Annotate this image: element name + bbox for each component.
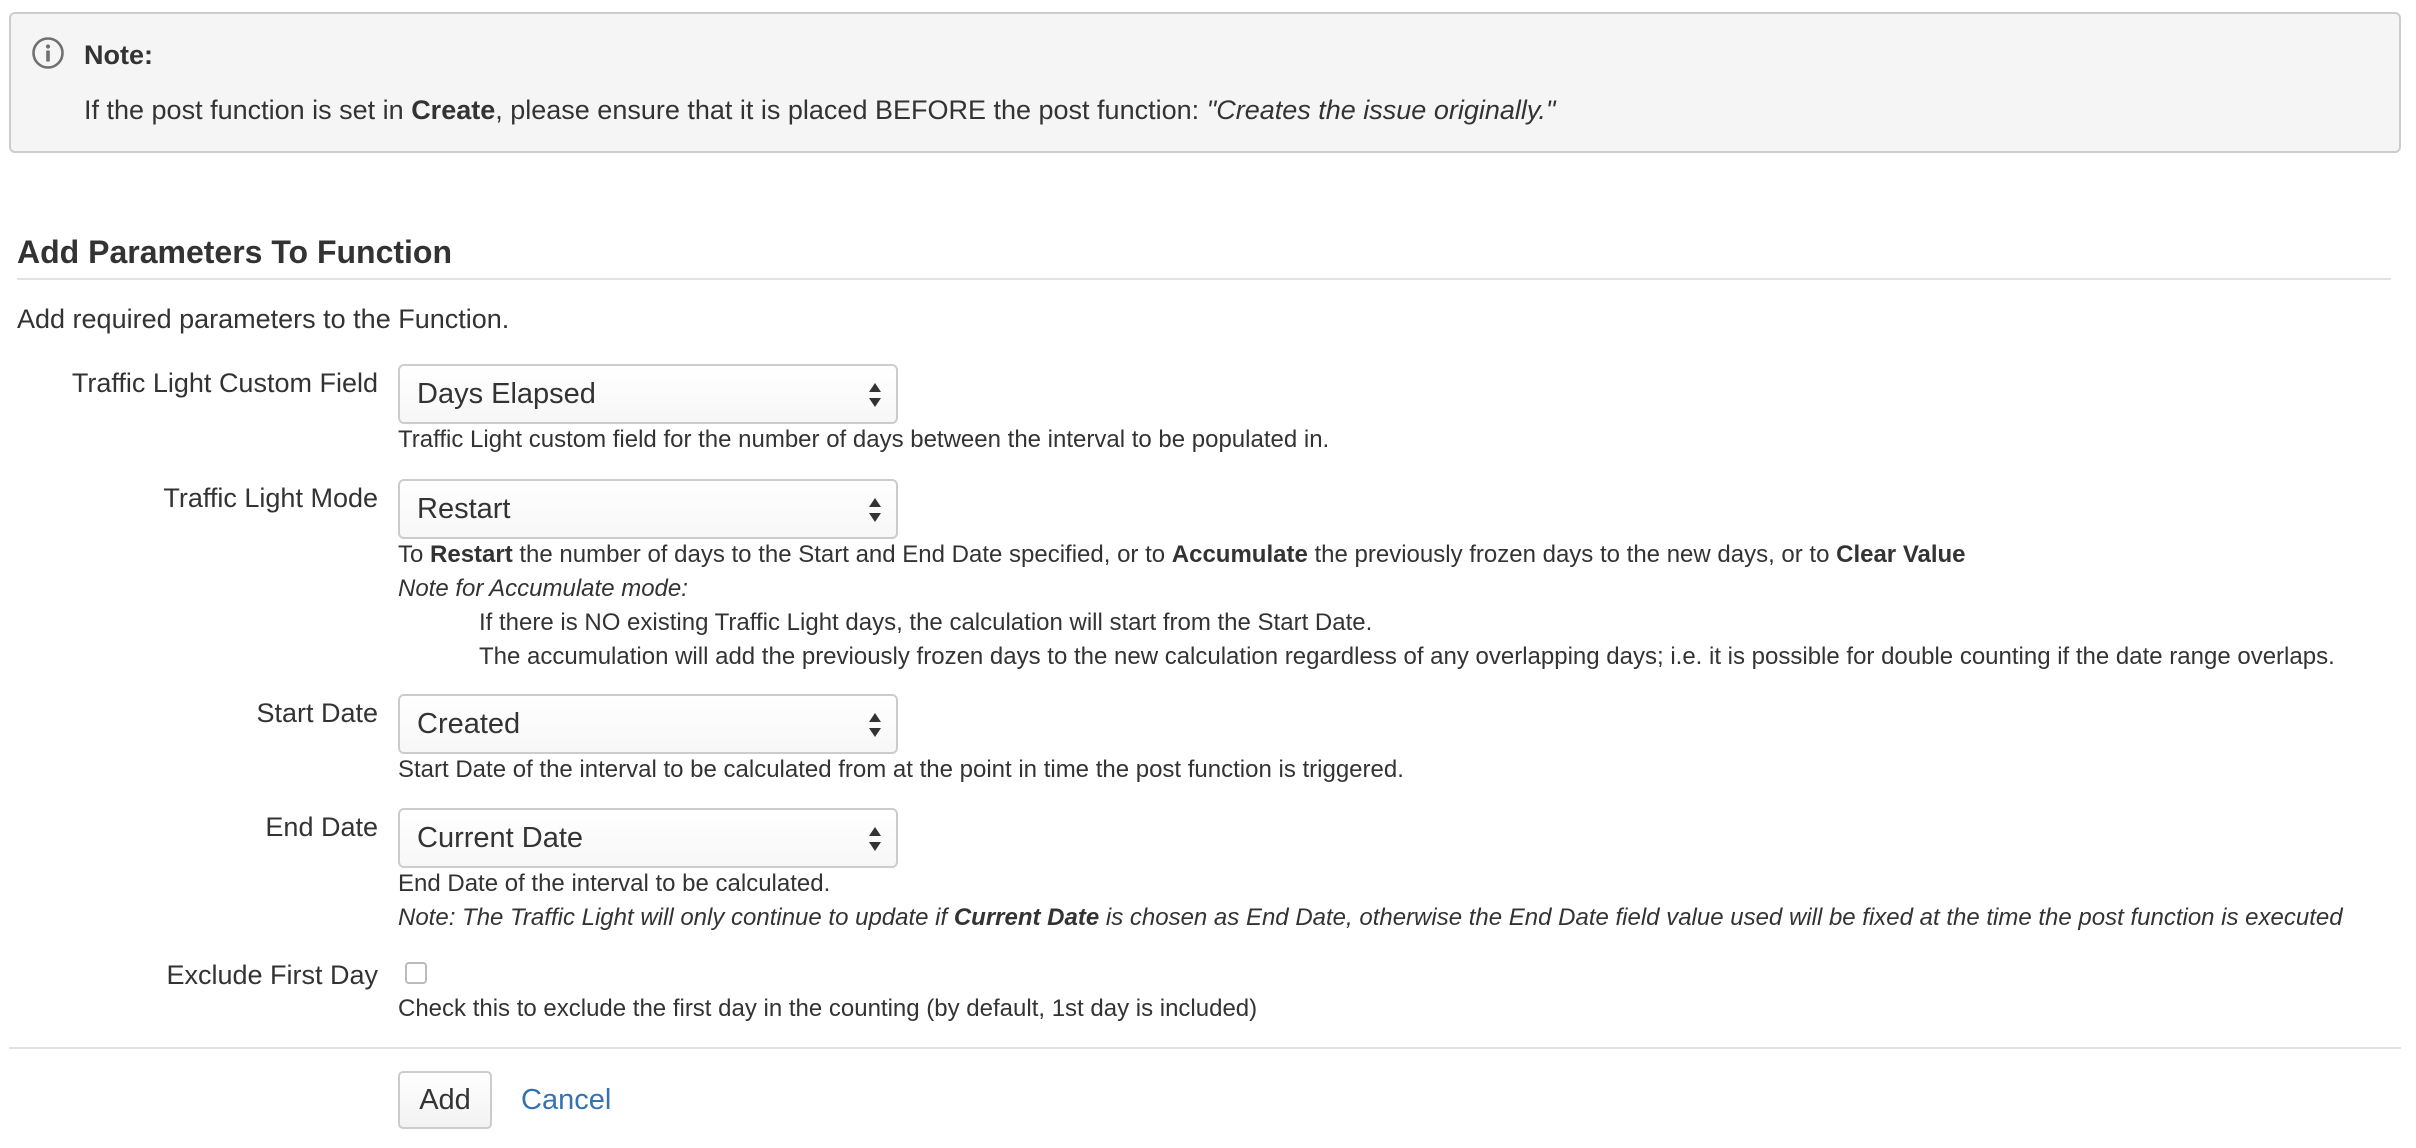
start-date-label: Start Date: [256, 698, 378, 728]
exclude-first-day-checkbox[interactable]: [405, 962, 427, 984]
custom-field-select[interactable]: [398, 364, 898, 424]
cancel-link[interactable]: Cancel: [521, 1084, 612, 1116]
exclude-first-day-label: Exclude First Day: [166, 960, 378, 990]
select-arrows-icon: [868, 826, 882, 852]
select-arrows-icon: [868, 712, 882, 738]
custom-field-help: Traffic Light custom field for the number of days between the interval to be populated in.: [398, 426, 1330, 453]
footer-divider: [9, 1047, 2401, 1049]
mode-note-line: If there is NO existing Traffic Light days, the calculation will start from the Start Date.: [479, 609, 1373, 636]
mode-note-title: Note for Accumulate mode:: [398, 575, 688, 602]
mode-select-value: Restart: [417, 493, 511, 525]
exclude-first-day-help: Check this to exclude the first day in the counting (by default, 1st day is included): [398, 995, 1258, 1022]
start-date-select[interactable]: [398, 694, 898, 754]
mode-note-line: The accumulation will add the previously frozen days to the new calculation regardless of any overlapping days; i.e. it is possible for double counting if the date range overlaps.: [479, 643, 2335, 670]
mode-help: To Restart the number of days to the Start and End Date specified, or to Accumulate the previously frozen days to the new days, or to Clear Value: [398, 541, 1966, 568]
note-panel: [9, 12, 2401, 153]
select-arrows-icon: [868, 382, 882, 408]
add-button[interactable]: Add: [398, 1071, 492, 1129]
note-body: If the post function is set in Create, please ensure that it is placed BEFORE the post function: "Creates the issue originally.": [84, 95, 1556, 125]
end-date-select-value: Current Date: [417, 822, 584, 854]
end-date-help: End Date of the interval to be calculated.: [398, 870, 831, 897]
section-title: Add Parameters To Function: [17, 234, 453, 270]
select-arrows-icon: [868, 497, 882, 523]
custom-field-select-value: Days Elapsed: [417, 378, 596, 410]
section-description: Add required parameters to the Function.: [17, 304, 510, 334]
note-title: Note:: [84, 40, 153, 70]
end-date-label: End Date: [265, 812, 378, 842]
start-date-select-value: Created: [417, 708, 521, 740]
info-icon: [31, 36, 65, 70]
mode-select[interactable]: [398, 479, 898, 539]
section-divider: [17, 278, 2391, 280]
custom-field-label: Traffic Light Custom Field: [71, 368, 378, 398]
start-date-help: Start Date of the interval to be calculated from at the point in time the post function is triggered.: [398, 756, 1404, 783]
mode-label: Traffic Light Mode: [163, 483, 378, 513]
end-date-note: Note: The Traffic Light will only continue to update if Current Date is chosen as End Date, otherwise the End Date field value used will be fixed at the time the post function is executed: [398, 904, 2343, 931]
end-date-select[interactable]: [398, 808, 898, 868]
